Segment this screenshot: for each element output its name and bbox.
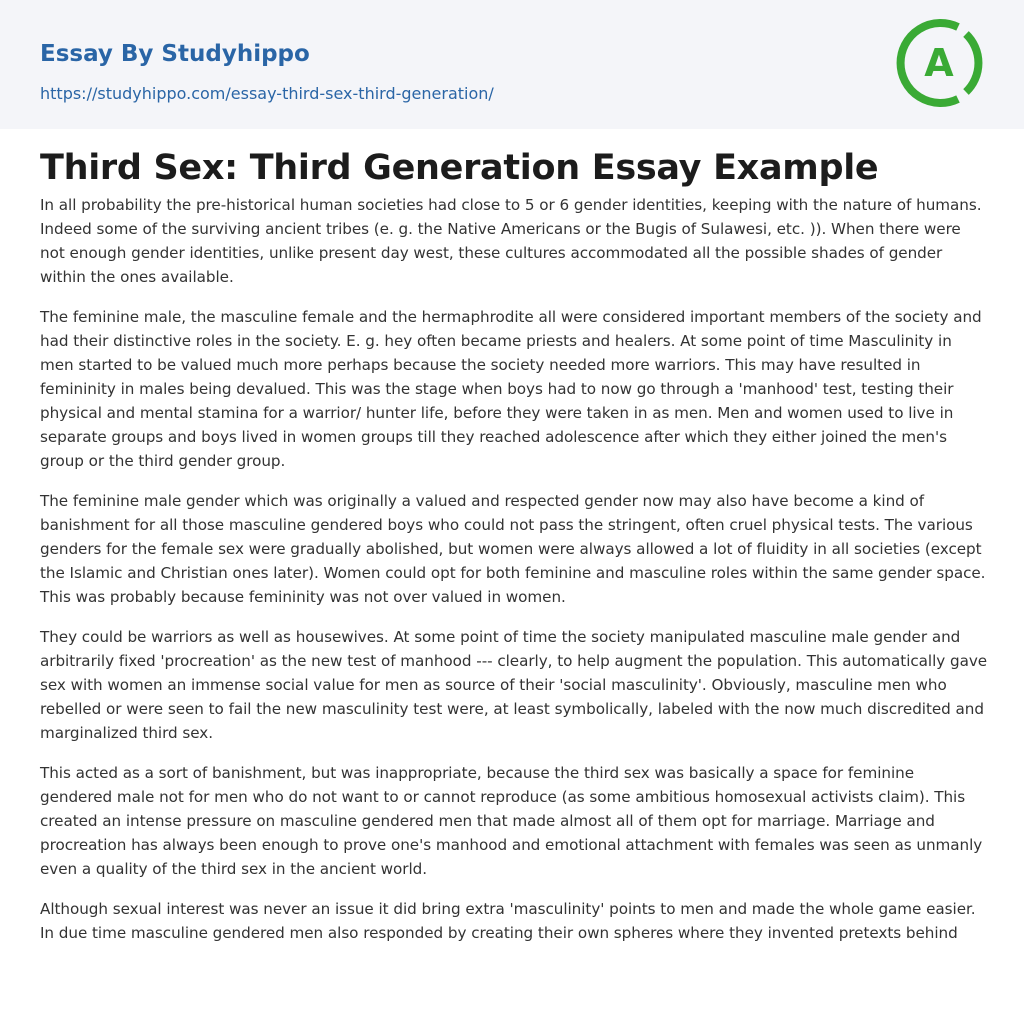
paragraph: The feminine male, the masculine female and the hermaphrodite all were considered important members of the society and had their distinctive roles in the society. E. g. hey often became priests and healers. At some point of time Masculinity in men started to be valued much more perhaps because the society needed more warriors. This may have resulted in femininity in males being devalued. This was the stage when boys had to now go through a 'manhood' test, testing their physical and mental stamina for a warrior/ hunter life, before they were taken in as men. Men and women used to live in separate groups and boys lived in women groups till they reached adolescence after which they either joined the men's group or the third gender group. [40, 308, 982, 470]
paragraph: In all probability the pre-historical human societies had close to 5 or 6 gender identities, keeping with the nature of humans. Indeed some of the surviving ancient tribes (e. g. the Native Americans or the Bugis of Sulawesi, etc. )). When there were not enough gender identities, unlike present day west, these cultures accommodated all the possible shades of gender within the ones available. [40, 196, 982, 286]
essay-url-link[interactable]: https://studyhippo.com/essay-third-sex-third-generation/ [40, 84, 494, 103]
page-title: Third Sex: Third Generation Essay Example [40, 148, 879, 188]
studyhippo-logo-icon[interactable] [896, 18, 986, 108]
paragraph: They could be warriors as well as housewives. At some point of time the society manipulated masculine male gender and arbitrarily fixed 'procreation' as the new test of manhood --- clearly, to help augment the population. This automatically gave sex with women an immense social value for men as source of their 'social masculinity'. Obviously, masculine men who rebelled or were seen to fail the new masculinity test were, at least symbolically, labeled with the now much discredited and marginalized third sex. [40, 628, 988, 742]
essay-body [40, 193, 990, 961]
paragraph: Although sexual interest was never an issue it did bring extra 'masculinity' points to men and made the whole game easier. In due time masculine gendered men also responded by creating their own spheres where they invented pretexts behind [40, 900, 976, 942]
site-brand[interactable]: Essay By Studyhippo [40, 41, 310, 67]
paragraph: This acted as a sort of banishment, but was inappropriate, because the third sex was basically a space for feminine gendered male not for men who do not want to or cannot reproduce (as some ambitious homosexual activists claim). This created an intense pressure on masculine gendered men that made almost all of them opt for marriage. Marriage and procreation has always been enough to prove one's manhood and emotional attachment with females was seen as unmanly even a quality of the third sex in the ancient world. [40, 764, 983, 878]
paragraph: The feminine male gender which was originally a valued and respected gender now may also have become a kind of banishment for all those masculine gendered boys who could not pass the stringent, often cruel physical tests. The various genders for the female sex were gradually abolished, but women were always allowed a lot of fluidity in all societies (except the Islamic and Christian ones later). Women could opt for both feminine and masculine roles within the same gender space. This was probably because femininity was not over valued in women. [40, 492, 986, 606]
logo-letter: A [924, 41, 954, 85]
